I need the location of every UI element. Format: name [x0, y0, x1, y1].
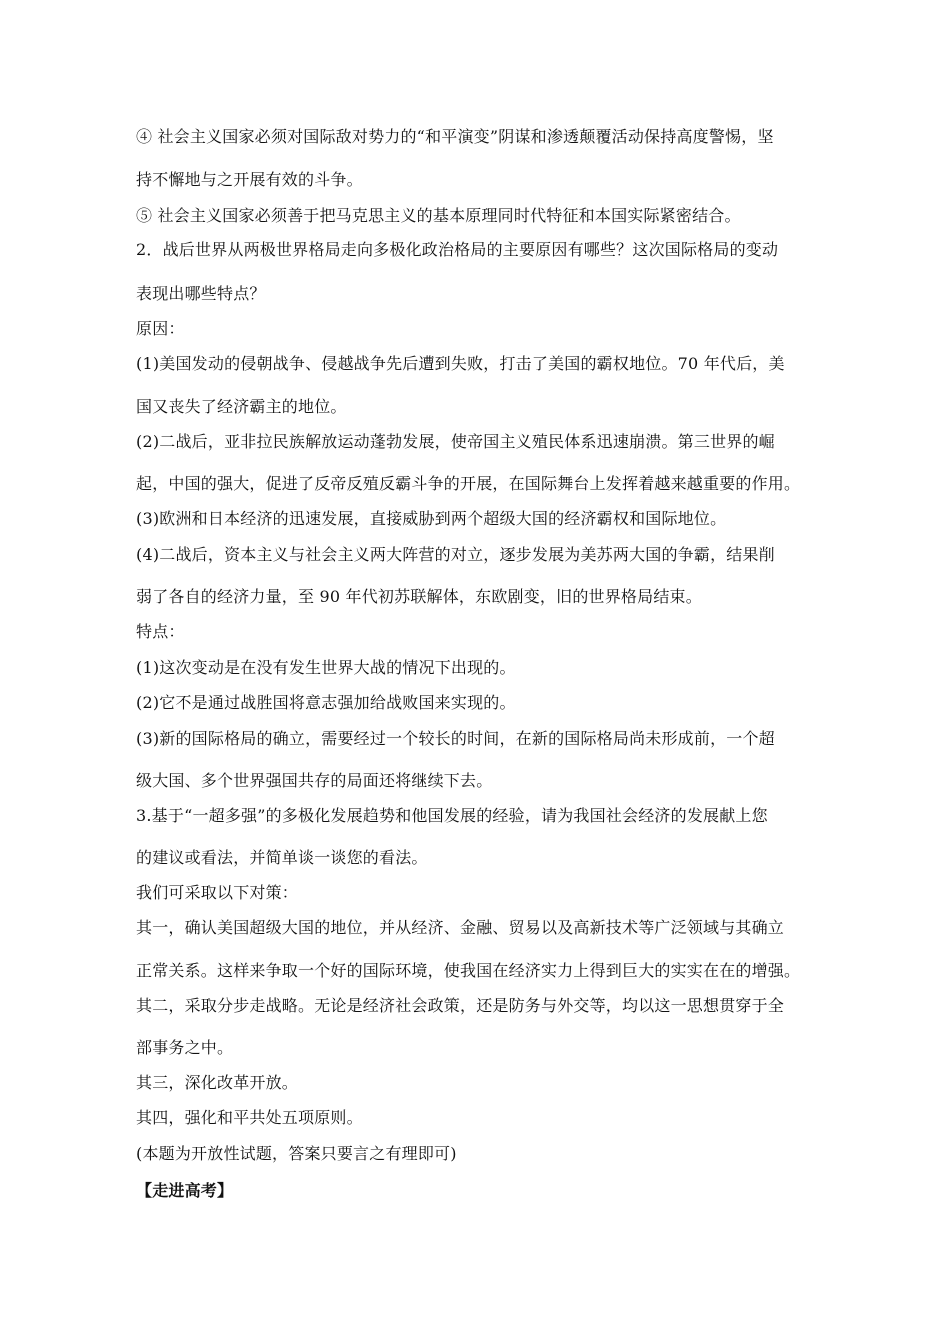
features-heading: 特点：: [136, 622, 185, 641]
text-line-lesson-5: ⑤ 社会主义国家必须善于把马克思主义的基本原理同时代特征和本国实际紧密结合。: [136, 206, 741, 225]
question-3-line: 3.基于“一超多强”的多极化发展趋势和他国发展的经验，请为我国社会经济的发展献上您: [136, 806, 768, 825]
cause-4-line-cont: 弱了各自的经济力量，至 90 年代初苏联解体，东欧剧变，旧的世界格局结束。: [136, 587, 702, 606]
cause-2-line: (2)二战后，亚非拉民族解放运动蓬勃发展，使帝国主义殖民体系迅速崩溃。第三世界的崛: [136, 432, 775, 451]
feature-1-line: (1)这次变动是在没有发生世界大战的情况下出现的。: [136, 658, 516, 677]
measure-1-line: 其一，确认美国超级大国的地位，并从经济、金融、贸易以及高新技术等广泛领域与其确立: [136, 918, 785, 937]
section-heading-gaokao: 【走进高考】: [136, 1181, 234, 1200]
measures-heading: 我们可采取以下对策：: [136, 883, 299, 902]
question-3-line-cont: 的建议或看法，并简单谈一谈您的看法。: [136, 848, 428, 867]
measure-4-line: 其四，强化和平共处五项原则。: [136, 1108, 363, 1127]
measure-2-line: 其二，采取分步走战略。无论是经济社会政策，还是防务与外交等，均以这一思想贯穿于全: [136, 996, 785, 1015]
text-line-lesson-4-cont: 持不懈地与之开展有效的斗争。: [136, 170, 363, 189]
cause-3-line: (3)欧洲和日本经济的迅速发展，直接威胁到两个超级大国的经济霸权和国际地位。: [136, 509, 727, 528]
measure-3-line: 其三，深化改革开放。: [136, 1073, 299, 1092]
measure-1-line-cont: 正常关系。这样来争取一个好的国际环境，使我国在经济实力上得到巨大的实实在在的增强。: [136, 961, 801, 980]
feature-3-line: (3)新的国际格局的确立，需要经过一个较长的时间，在新的国际格局尚未形成前，一个超: [136, 729, 775, 748]
question-2-line: 2．战后世界从两极世界格局走向多极化政治格局的主要原因有哪些？这次国际格局的变动: [136, 240, 779, 259]
measure-2-line-cont: 部事务之中。: [136, 1038, 234, 1057]
cause-4-line: (4)二战后，资本主义与社会主义两大阵营的对立，逐步发展为美苏两大国的争霸，结果削: [136, 545, 775, 564]
question-2-line-cont: 表现出哪些特点？: [136, 284, 266, 303]
feature-3-line-cont: 级大国、多个世界强国共存的局面还将继续下去。: [136, 771, 493, 790]
cause-1-line-cont: 国又丧失了经济霸主的地位。: [136, 397, 347, 416]
cause-1-line: (1)美国发动的侵朝战争、侵越战争先后遭到失败，打击了美国的霸权地位。70 年代后，美: [136, 354, 785, 373]
feature-2-line: (2)它不是通过战胜国将意志强加给战败国来实现的。: [136, 693, 516, 712]
open-question-note: (本题为开放性试题，答案只要言之有理即可): [136, 1144, 457, 1163]
cause-2-line-cont: 起，中国的强大，促进了反帝反殖反霸斗争的开展，在国际舞台上发挥着越来越重要的作用。: [136, 474, 801, 493]
text-line-lesson-4: ④ 社会主义国家必须对国际敌对势力的“和平演变”阴谋和渗透颠覆活动保持高度警惕，坚: [136, 127, 774, 146]
causes-heading: 原因：: [136, 319, 185, 338]
